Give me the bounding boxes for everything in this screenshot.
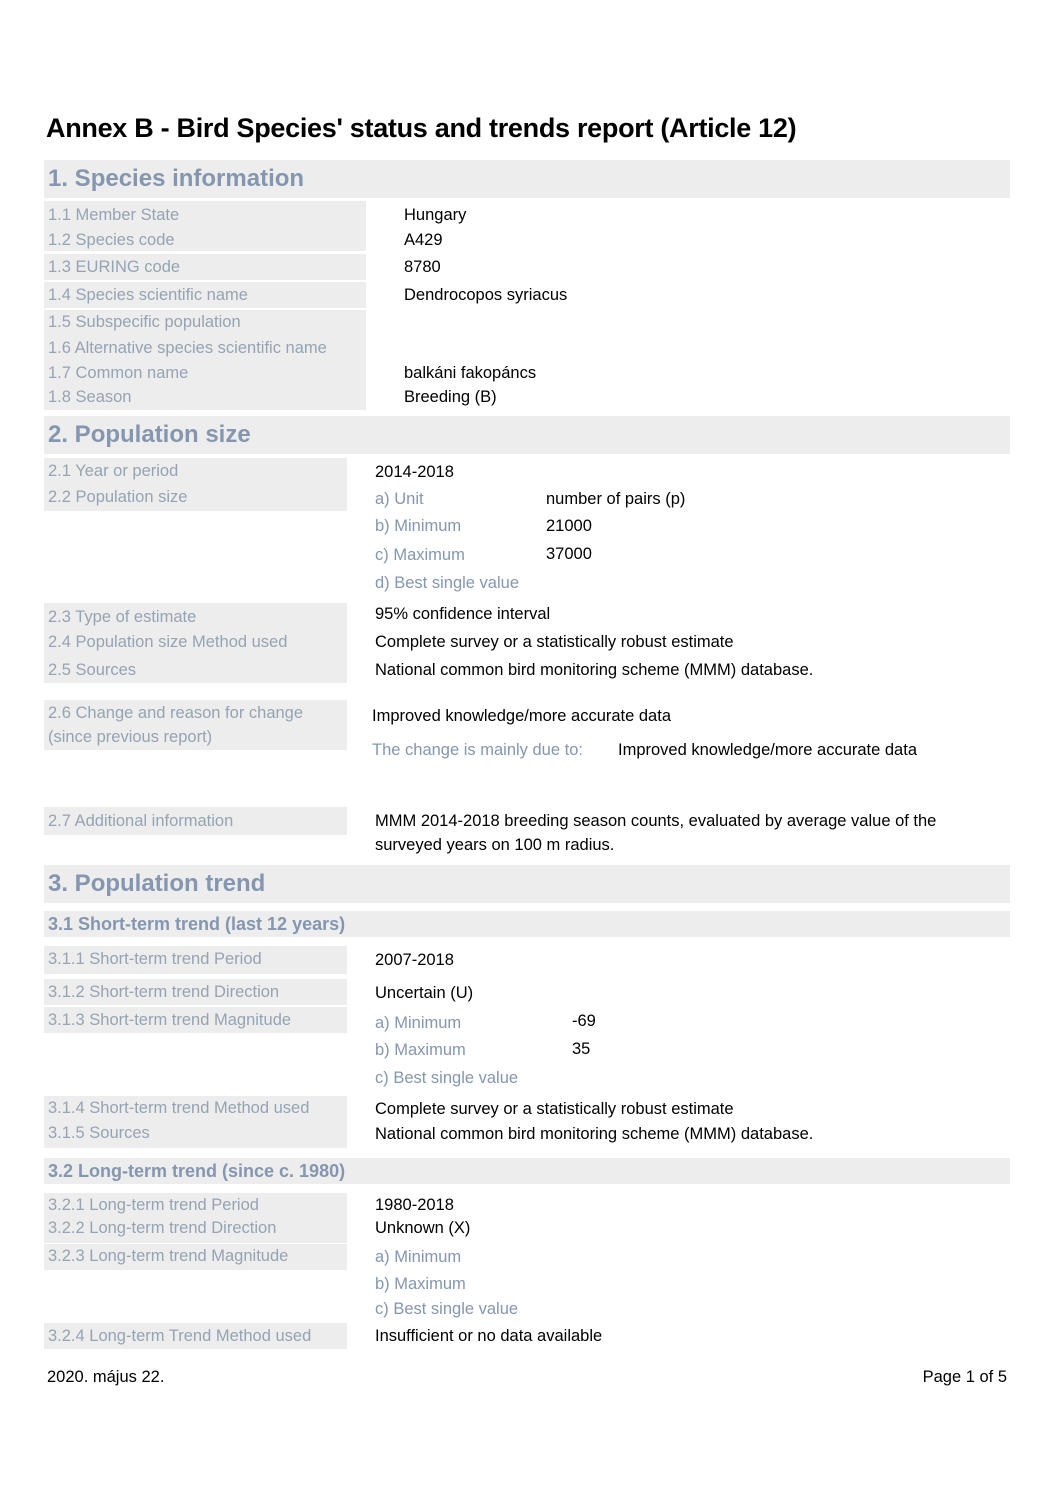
change-reason-value: Improved knowledge/more accurate data	[372, 707, 671, 725]
long-best-label: c) Best single value	[375, 1300, 519, 1318]
long-min-label: a) Minimum	[375, 1248, 462, 1266]
unit-value: number of pairs (p)	[546, 490, 686, 508]
long-max-label: b) Maximum	[375, 1275, 466, 1293]
member-state-value: Hungary	[404, 206, 467, 224]
member-state-label: 1.1 Member State	[48, 206, 180, 224]
footer-date: 2020. május 22.	[47, 1368, 165, 1386]
long-period-value: 1980-2018	[375, 1196, 454, 1214]
section-2-heading: 2. Population size	[44, 416, 1010, 454]
short-min-value: -69	[572, 1012, 596, 1030]
short-sources-value: National common bird monitoring scheme (MMM) database.	[375, 1125, 814, 1143]
year-period-label: 2.1 Year or period	[48, 462, 179, 480]
change-due-label: The change is mainly due to:	[372, 741, 583, 759]
short-min-label: a) Minimum	[375, 1014, 462, 1032]
long-direction-label: 3.2.2 Long-term trend Direction	[48, 1219, 277, 1237]
additional-info-label: 2.7 Additional information	[48, 812, 234, 830]
document-title: Annex B - Bird Species' status and trends report (Article 12)	[46, 113, 797, 143]
method-used-value: Complete survey or a statistically robust estimate	[375, 633, 734, 651]
season-value: Breeding (B)	[404, 388, 497, 406]
short-direction-value: Uncertain (U)	[375, 984, 474, 1002]
long-term-heading: 3.2 Long-term trend (since c. 1980)	[44, 1158, 1010, 1184]
additional-info-value-1: MMM 2014-2018 breeding season counts, evaluated by average value of the	[375, 812, 937, 830]
common-name-label: 1.7 Common name	[48, 364, 189, 382]
short-period-label: 3.1.1 Short-term trend Period	[48, 950, 262, 968]
best-single-value-label: d) Best single value	[375, 574, 519, 592]
short-method-value: Complete survey or a statistically robust estimate	[375, 1100, 734, 1118]
change-due-value: Improved knowledge/more accurate data	[618, 741, 917, 759]
type-of-estimate-value: 95% confidence interval	[375, 605, 551, 623]
common-name-value: balkáni fakopáncs	[404, 364, 537, 382]
section-3-heading: 3. Population trend	[44, 865, 1010, 903]
change-reason-label: 2.6 Change and reason for change	[48, 704, 304, 722]
long-method-label: 3.2.4 Long-term Trend Method used	[48, 1327, 312, 1345]
long-period-label: 3.2.1 Long-term trend Period	[48, 1196, 259, 1214]
alternative-name-label: 1.6 Alternative species scientific name	[48, 339, 327, 357]
sources-value: National common bird monitoring scheme (MMM) database.	[375, 661, 814, 679]
year-period-value: 2014-2018	[375, 463, 454, 481]
additional-info-value-2: surveyed years on 100 m radius.	[375, 836, 615, 854]
type-of-estimate-label: 2.3 Type of estimate	[48, 608, 197, 626]
long-method-value: Insufficient or no data available	[375, 1327, 603, 1345]
section-1-heading: 1. Species information	[44, 160, 1010, 198]
long-magnitude-label: 3.2.3 Long-term trend Magnitude	[48, 1247, 289, 1265]
scientific-name-value: Dendrocopos syriacus	[404, 286, 568, 304]
subspecific-population-label: 1.5 Subspecific population	[48, 313, 241, 331]
minimum-label: b) Minimum	[375, 517, 462, 535]
scientific-name-label: 1.4 Species scientific name	[48, 286, 248, 304]
species-code-value: A429	[404, 231, 443, 249]
short-max-label: b) Maximum	[375, 1041, 466, 1059]
short-magnitude-label: 3.1.3 Short-term trend Magnitude	[48, 1011, 292, 1029]
footer-page-number: Page 1 of 5	[922, 1368, 1007, 1386]
species-code-label: 1.2 Species code	[48, 231, 175, 249]
minimum-value: 21000	[546, 517, 592, 535]
short-direction-label: 3.1.2 Short-term trend Direction	[48, 983, 280, 1001]
short-best-label: c) Best single value	[375, 1069, 519, 1087]
euring-code-value: 8780	[404, 258, 441, 276]
population-size-label: 2.2 Population size	[48, 488, 188, 506]
method-used-label: 2.4 Population size Method used	[48, 633, 288, 651]
short-method-label: 3.1.4 Short-term trend Method used	[48, 1099, 310, 1117]
maximum-value: 37000	[546, 545, 592, 563]
sources-label: 2.5 Sources	[48, 661, 137, 679]
unit-label: a) Unit	[375, 490, 424, 508]
short-period-value: 2007-2018	[375, 951, 454, 969]
short-max-value: 35	[572, 1040, 591, 1058]
short-sources-label: 3.1.5 Sources	[48, 1124, 150, 1142]
change-reason-label-2: (since previous report)	[48, 728, 213, 746]
euring-code-label: 1.3 EURING code	[48, 258, 181, 276]
season-label: 1.8 Season	[48, 388, 132, 406]
short-term-heading: 3.1 Short-term trend (last 12 years)	[44, 911, 1010, 937]
maximum-label: c) Maximum	[375, 546, 465, 564]
long-direction-value: Unknown (X)	[375, 1219, 471, 1237]
